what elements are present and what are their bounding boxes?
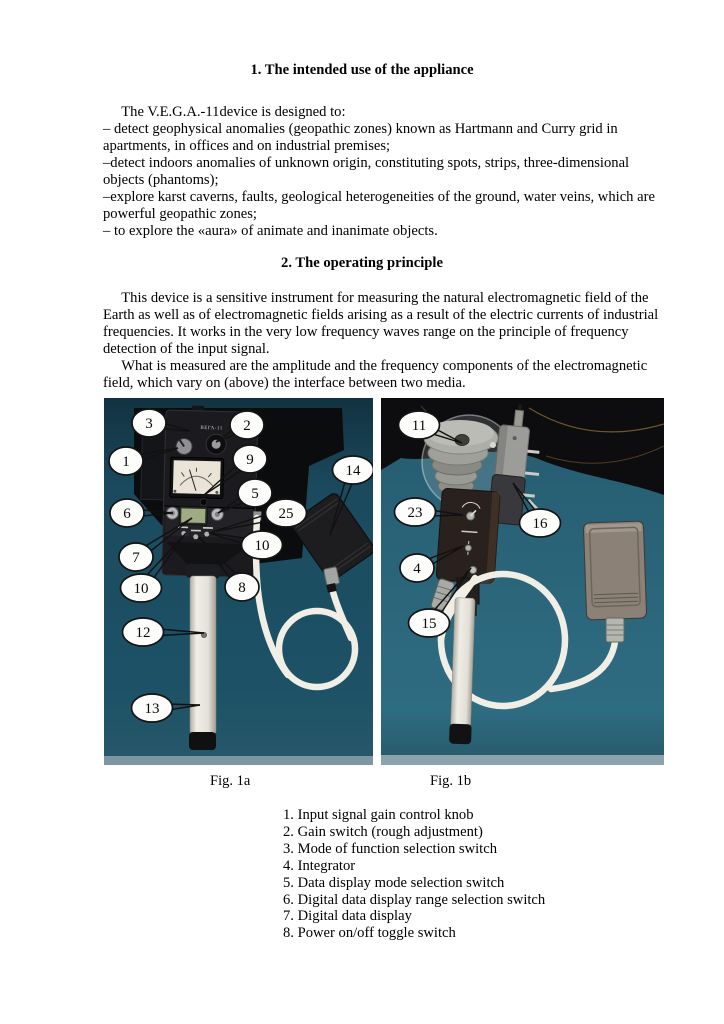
svg-text:16: 16 xyxy=(532,516,548,532)
text-line: 4. Integrator xyxy=(283,857,356,874)
svg-text:7: 7 xyxy=(132,550,140,566)
text-line: objects (phantoms); xyxy=(103,172,219,188)
gain-control-knob xyxy=(176,438,192,454)
section1-heading: 1. The intended use of the appliance xyxy=(250,62,474,78)
table-edge xyxy=(381,755,664,765)
text-line: powerful geopathic zones; xyxy=(103,206,257,222)
text-line: 8. Power on/off toggle switch xyxy=(283,925,456,942)
text-line: field, which vary on (above) the interface between two media. xyxy=(103,375,466,391)
svg-text:4: 4 xyxy=(413,561,421,577)
section1-body xyxy=(103,104,655,240)
device-label: ВЕГА-11 xyxy=(200,425,223,432)
text-line: –explore karst caverns, faults, geological heterogeneities of the ground, water veins, which are xyxy=(103,189,655,205)
device-body xyxy=(436,488,500,584)
svg-text:9: 9 xyxy=(246,452,254,468)
panel-hole xyxy=(200,498,207,505)
text-line: 3. Mode of function selection switch xyxy=(283,840,497,857)
svg-text:5: 5 xyxy=(251,486,259,502)
figure-1b-photo xyxy=(381,398,664,765)
svg-text:1: 1 xyxy=(122,454,130,470)
text-line: 6. Digital data display range selection switch xyxy=(283,891,546,908)
connector-screw xyxy=(470,567,477,574)
figure-1a-photo xyxy=(104,398,373,765)
probe-handle xyxy=(189,576,216,750)
fig1b-caption: Fig. 1b xyxy=(430,773,472,789)
svg-text:13: 13 xyxy=(144,701,160,717)
text-line: frequencies. It works in the very low frequency waves range on the principle of frequency xyxy=(103,324,629,340)
digital-display xyxy=(181,508,205,523)
fig1a-caption: Fig. 1a xyxy=(210,773,251,789)
table-edge xyxy=(104,756,373,765)
text-line: This device is a sensitive instrument for measuring the natural electromagnetic field of the xyxy=(103,290,649,306)
text-line: 5. Data display mode selection switch xyxy=(283,874,505,891)
svg-text:3: 3 xyxy=(145,416,153,432)
svg-text:25: 25 xyxy=(278,506,294,522)
text-line: The V.E.G.A.-11device is designed to: xyxy=(103,104,346,120)
section2-heading: 2. The operating principle xyxy=(281,255,443,271)
svg-text:15: 15 xyxy=(421,616,437,632)
svg-text:2: 2 xyxy=(243,418,251,434)
text-line: 7. Digital data display xyxy=(283,908,412,925)
text-line: 1. Input signal gain control knob xyxy=(283,807,474,823)
text-line: What is measured are the amplitude and the frequency components of the electromagnetic xyxy=(103,358,648,374)
parts-list xyxy=(283,807,545,942)
text-line: –detect indoors anomalies of unknown origin, constituting spots, strips, three-dimensional xyxy=(103,155,630,171)
bolt-dot xyxy=(490,442,496,448)
integrator-switch xyxy=(465,545,471,551)
text-line: 2. Gain switch (rough adjustment) xyxy=(283,823,483,840)
svg-text:12: 12 xyxy=(135,625,151,641)
text-line: – detect geophysical anomalies (geopathic zones) known as Hartmann and Curry grid in xyxy=(103,121,618,137)
text-line: apartments, in offices and on industrial premises; xyxy=(103,138,391,154)
svg-text:23: 23 xyxy=(407,505,423,521)
analog-meter xyxy=(170,457,224,498)
svg-text:6: 6 xyxy=(123,506,131,522)
text-line: Earth as well as of electromagnetic fields arising as a result of the electric currents of industrial xyxy=(103,307,659,323)
text-line: detection of the input signal. xyxy=(103,341,270,357)
svg-text:14: 14 xyxy=(345,463,361,479)
section2-body xyxy=(103,290,658,392)
svg-text:8: 8 xyxy=(238,580,246,596)
figure-row xyxy=(104,398,664,765)
text-line: – to explore the «aura» of animate and inanimate objects. xyxy=(103,223,438,239)
svg-text:10: 10 xyxy=(133,581,149,597)
box-connector xyxy=(323,567,339,586)
handle-tip xyxy=(189,732,216,750)
svg-text:11: 11 xyxy=(411,418,427,434)
handle-tip xyxy=(449,724,472,745)
svg-text:10: 10 xyxy=(254,538,270,554)
